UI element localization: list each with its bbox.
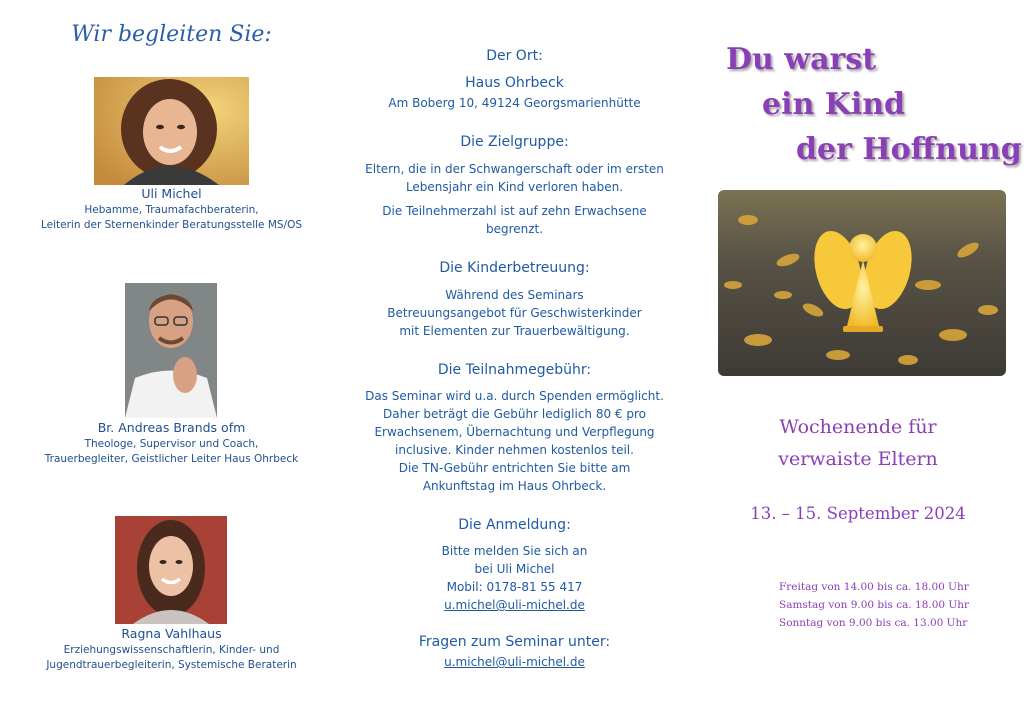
person-description: Hebamme, Traumafachberaterin, Leiterin der Sternenkinder Beratungsstelle MS/OS: [40, 204, 303, 231]
teilnehmerzahl-text: Die Teilnehmerzahl ist auf zehn Erwachsene begrenzt.: [382, 204, 647, 236]
person-description: Erziehungswissenschaftlerin, Kinder- und Jugendtrauerbegleiterin, Systemische Beraterin: [46, 644, 297, 671]
title-line-3: der Hoffnung: [796, 132, 1022, 167]
heading-teilnahmegebuehr: Die Teilnahmegebühr:: [437, 362, 592, 378]
angel-candle-image: [718, 190, 1006, 376]
heading-kinderbetreuung: Die Kinderbetreuung:: [439, 260, 590, 276]
portrait-andreas-brands: [125, 283, 217, 418]
email-link[interactable]: u.michel@uli-michel.de: [444, 598, 585, 612]
person-name: Br. Andreas Brands ofm: [97, 420, 246, 435]
anmeldung-text: Bitte melden Sie sich an bei Uli Michel Mobil: 0178-81 55 417 u.michel@uli-michel.de: [441, 544, 588, 612]
schedule-sunday: Sonntag von 9.00 bis ca. 13.00 Uhr: [779, 617, 968, 629]
zielgruppe-text: Eltern, die in der Schwangerschaft oder im ersten Lebensjahr ein Kind verloren haben.: [365, 162, 664, 194]
schedule: [779, 578, 969, 632]
heading-anmeldung: Die Anmeldung:: [458, 517, 571, 533]
heading-fragen: Fragen zum Seminar unter:: [418, 634, 611, 650]
venue-name: Haus Ohrbeck: [465, 75, 564, 91]
subtitle: Wochenende für verwaiste Eltern: [778, 416, 938, 470]
kinderbetreuung-text: Während des Seminars Betreuungsangebot für Geschwisterkinder mit Elementen zur Trauerbewältigung.: [387, 288, 642, 338]
person-name: Uli Michel: [141, 186, 202, 201]
title-line-2: ein Kind: [762, 87, 905, 122]
portrait-ragna-vahlhaus: [115, 516, 227, 624]
title-line-1: Du warst: [726, 42, 877, 77]
fragen-email-line: [343, 653, 686, 671]
fragen-email-link[interactable]: u.michel@uli-michel.de: [444, 655, 585, 669]
venue-address: Am Boberg 10, 49124 Georgsmarienhütte: [388, 96, 641, 110]
person-description: Theologe, Supervisor und Coach, Trauerbegleiter, Geistlicher Leiter Haus Ohrbeck: [44, 438, 299, 465]
teilnahmegebuehr-text: Das Seminar wird u.a. durch Spenden ermöglicht. Daher beträgt die Gebühr lediglich 80 € pro Erwachsenem, Übernachtung und Verpflegung inclusive. Kinder nehmen kostenlos teil. Die TN-Gebühr entrichten Sie bitte am Ankunftstag im Haus Ohrbeck.: [365, 389, 664, 493]
schedule-friday: Freitag von 14.00 bis ca. 18.00 Uhr: [779, 581, 969, 593]
heading-ort: Der Ort:: [486, 48, 543, 64]
event-date: 13. – 15. September 2024: [750, 504, 966, 523]
schedule-saturday: Samstag von 9.00 bis ca. 18.00 Uhr: [779, 599, 970, 611]
person-name: Ragna Vahlhaus: [121, 626, 222, 641]
portrait-uli-michel: [94, 77, 249, 185]
heading-zielgruppe: Die Zielgruppe:: [460, 134, 569, 150]
left-title: Wir begleiten Sie:: [71, 22, 272, 47]
